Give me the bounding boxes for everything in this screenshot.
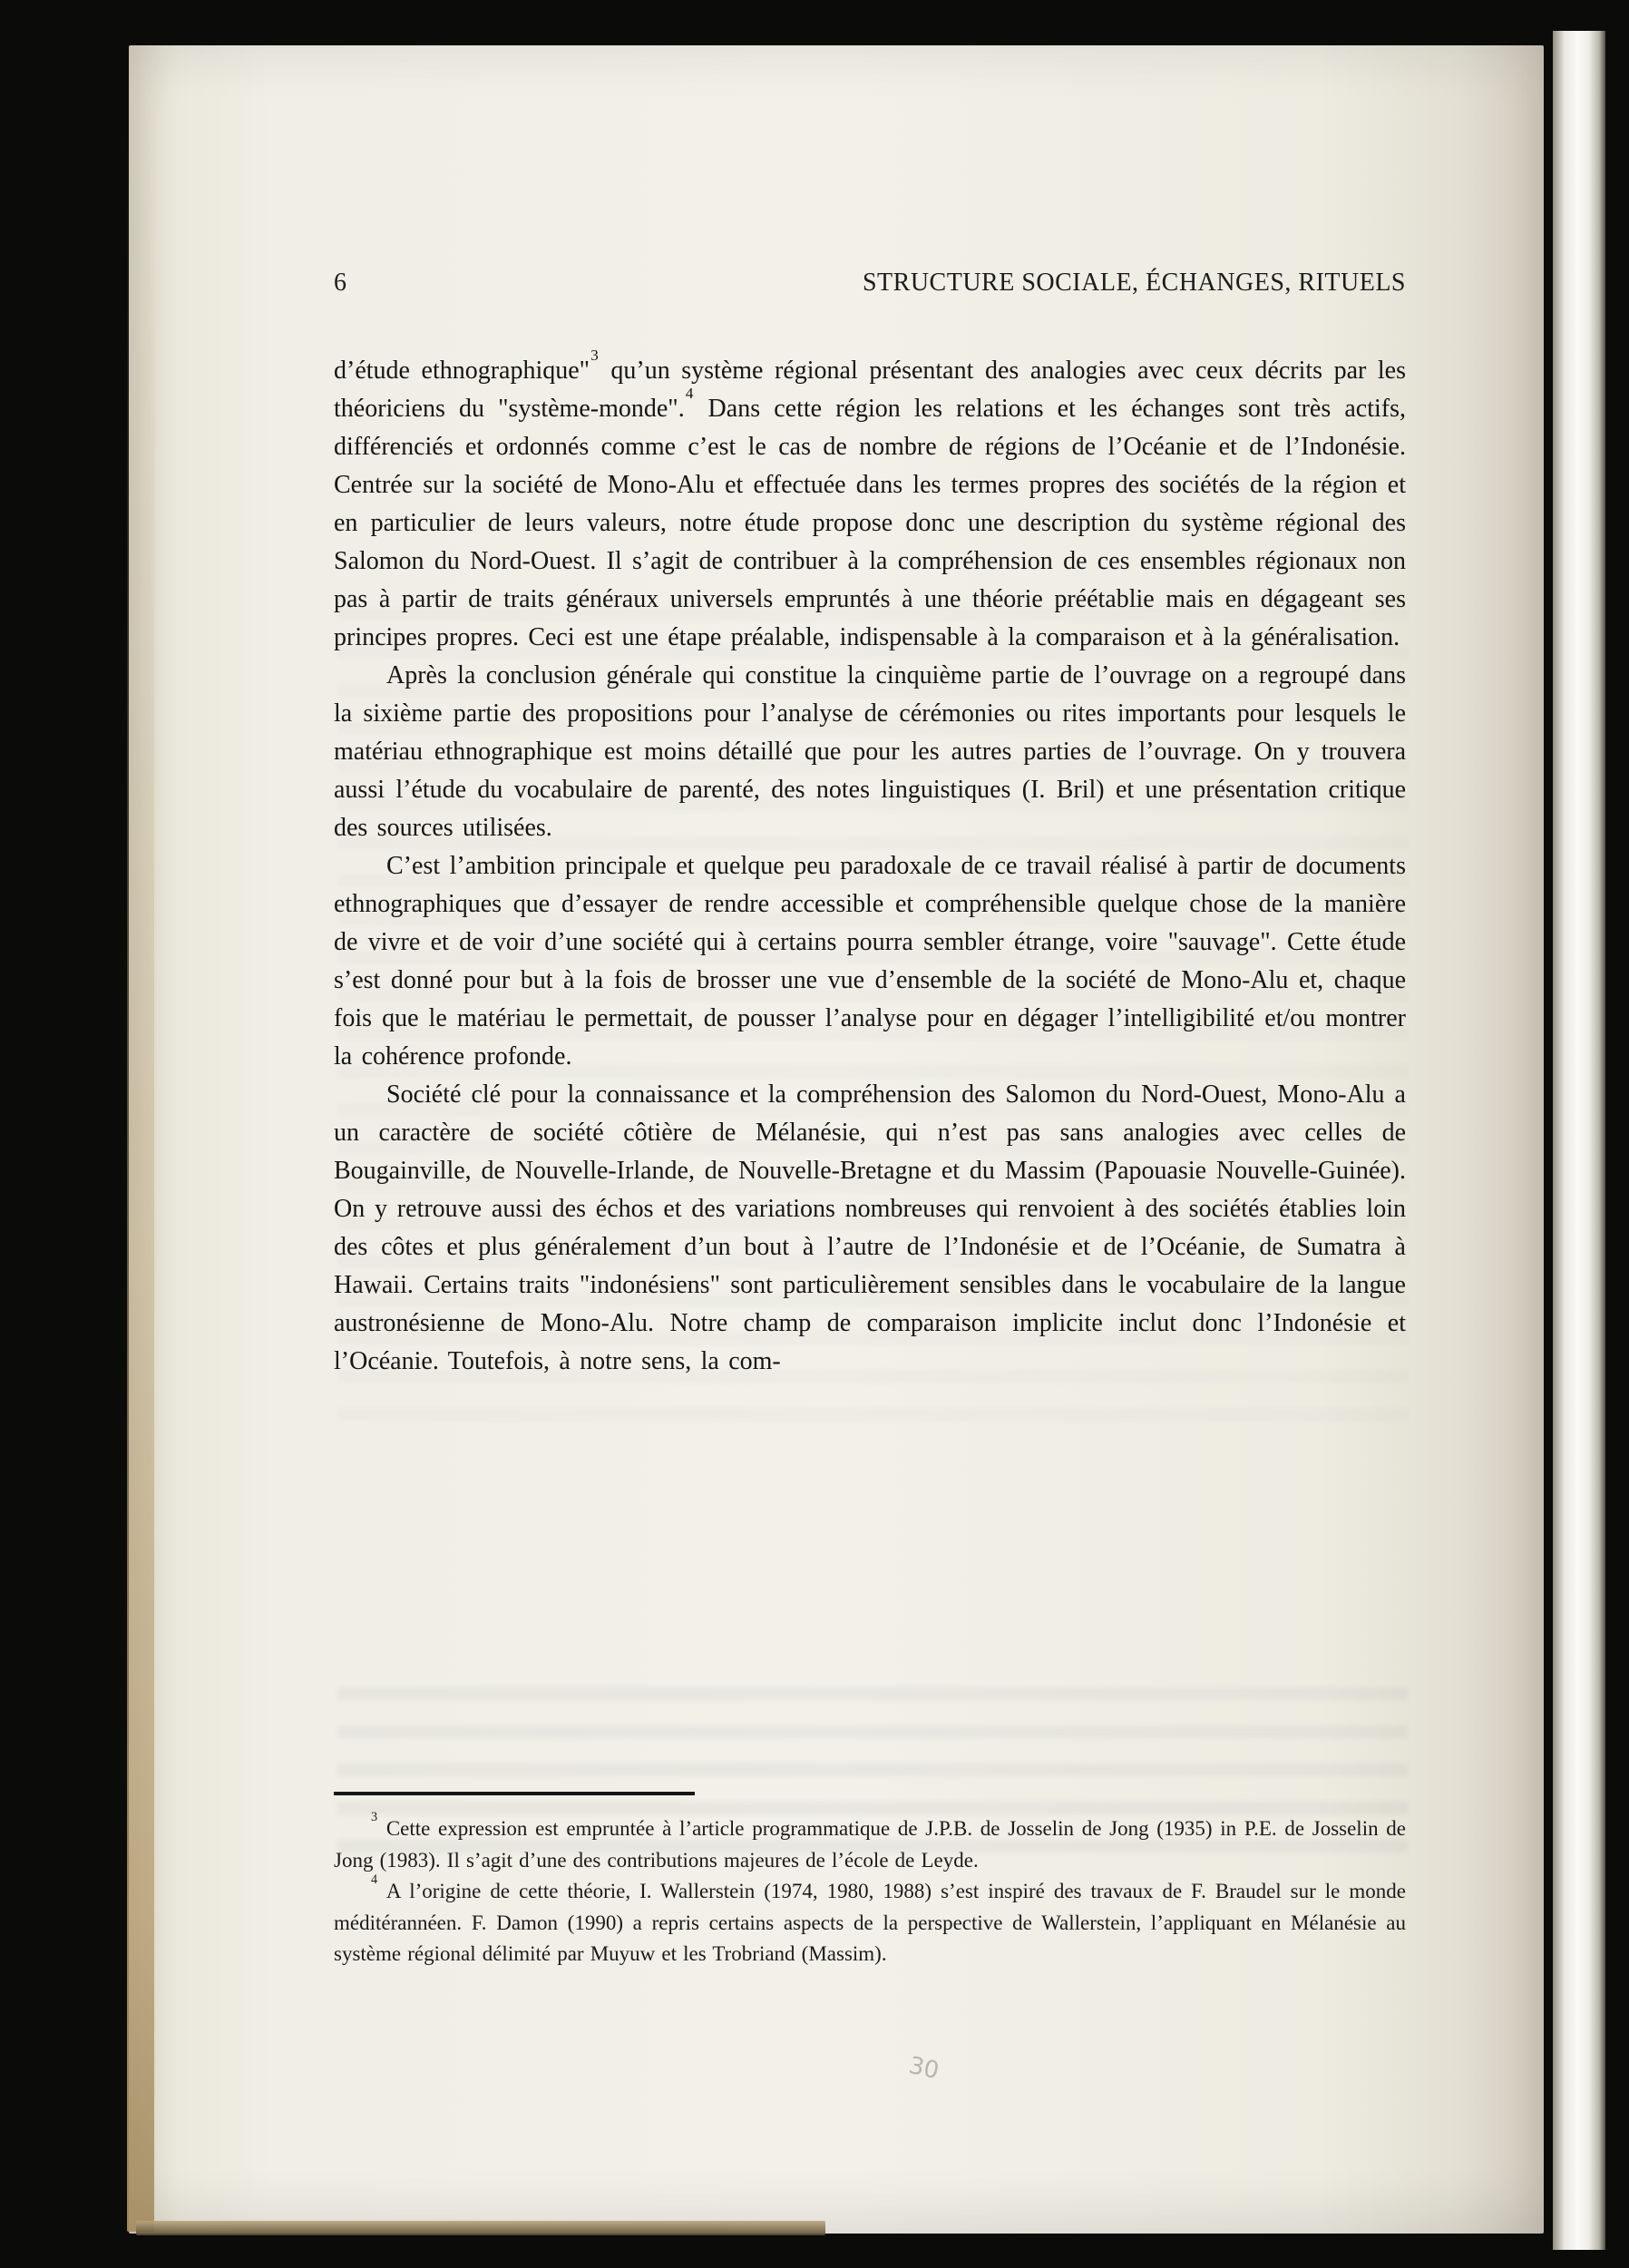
facing-page-edge (1553, 31, 1605, 2250)
footnote (334, 1872, 1406, 1970)
paragraph-text: qu’un système régional présentant des analogies avec ceux décrits par les théoriciens du "système-monde". (334, 357, 1407, 423)
paragraph-text: d’étude ethnographique" (334, 357, 590, 385)
running-title: STRUCTURE SOCIALE, ÉCHANGES, RITUELS (862, 269, 1406, 297)
pencil-mark: 30 (906, 2051, 941, 2086)
footnote-ref-3: 3 (590, 347, 599, 365)
paragraph: Société clé pour la connaissance et la compréhension des Salomon du Nord-Ouest, Mono-Alu a un caractère de société côtière de Mélanésie, qui n’est pas sans analogies avec celles de Bougainville, de Nouvelle-Irlande, de Nouvelle-Bretagne et du Massim (Papouasie Nouvelle-Guinée). On y retrouve aussi des échos et des variations nombreuses qui renvoient à des sociétés établies loin des côtes et plus généralement d’un bout à l’autre de l’Indonésie et de l’Océanie, de Sumatra à Hawaii. Certains traits "indonésiens" sont particulièrement sensibles dans le vocabulaire de la langue austronésienne de Mono-Alu. Notre champ de comparaison implicite inclut donc l’Indonésie et l’Océanie. Toutefois, à notre sens, la com- (334, 1080, 1406, 1375)
page-body (334, 347, 1407, 1381)
footnote-text: A l’origine de cette théorie, I. Wallerstein (1974, 1980, 1988) s’est inspiré des travaux de F. Braudel sur le monde méditérannéen. F. Damon (1990) a repris certains aspects de la perspective de Wallerstein, l’appliquant en Mélanésie au système régional délimité par Muyuw et les Trobriand (Massim). (334, 1880, 1406, 1965)
paragraph (334, 347, 1407, 657)
footnotes (334, 1792, 1406, 1970)
running-header (334, 269, 1406, 298)
paragraph: C’est l’ambition principale et quelque peu paradoxale de ce travail réalisé à partir de documents ethnographiques que d’essayer de rendre accessible et compréhensible quelque chose de la manière de vivre et de voir d’une société qui à certains pourra sembler étrange, voire "sauvage". Cette étude s’est donné pour but à la fois de brosser une vue d’ensemble de la société de Mono-Alu et, chaque fois que le matériau le permettait, de pousser l’analyse pour en dégager l’intelligibilité et/ou montrer la cohérence profonde. (334, 852, 1406, 1070)
footnote-ref-4: 4 (685, 385, 694, 403)
book-block-edge (127, 109, 154, 2232)
book-page (129, 45, 1544, 2234)
footnote-text: Cette expression est empruntée à l’article programmatique de J.P.B. de Josselin de Jong (1935) in P.E. de Josselin de Jong (1983). Il s’agit d’une des contributions majeures de l’école de Leyde. (334, 1817, 1406, 1872)
page-number: 6 (334, 269, 346, 297)
footnote-marker-4: 4 (371, 1872, 378, 1887)
paragraph: Après la conclusion générale qui constitue la cinquième partie de l’ouvrage on a regroupé dans la sixième partie des propositions pour l’analyse de cérémonies ou rites importants pour lesquels le matériau ethnographique est moins détaillé que pour les autres parties de l’ouvrage. On y trouvera aussi l’étude du vocabulaire de parenté, des notes linguistiques (I. Bril) et une présentation critique des sources utilisées. (334, 661, 1406, 842)
footnote-separator (334, 1792, 695, 1795)
paragraph-text: Dans cette région les relations et les échanges sont très actifs, différenciés et ordonnés comme c’est le cas de nombre de régions de l’Océanie et de l’Indonésie. Centrée sur la société de Mono-Alu et effectuée dans les termes propres des sociétés de la région et en particulier de leurs valeurs, notre étude propose donc une description du système régional des Salomon du Nord-Ouest. Il s’agit de contribuer à la compréhension de ces ensembles régionaux non pas à partir de traits généraux universels empruntés à une théorie préétablie mais en dégageant ses principes propres. Ceci est une étape préalable, indispensable à la comparaison et à la généralisation. (334, 395, 1406, 651)
footnote (334, 1809, 1406, 1876)
book-bottom-edge (136, 2221, 825, 2235)
footnote-marker-3: 3 (371, 1809, 378, 1824)
